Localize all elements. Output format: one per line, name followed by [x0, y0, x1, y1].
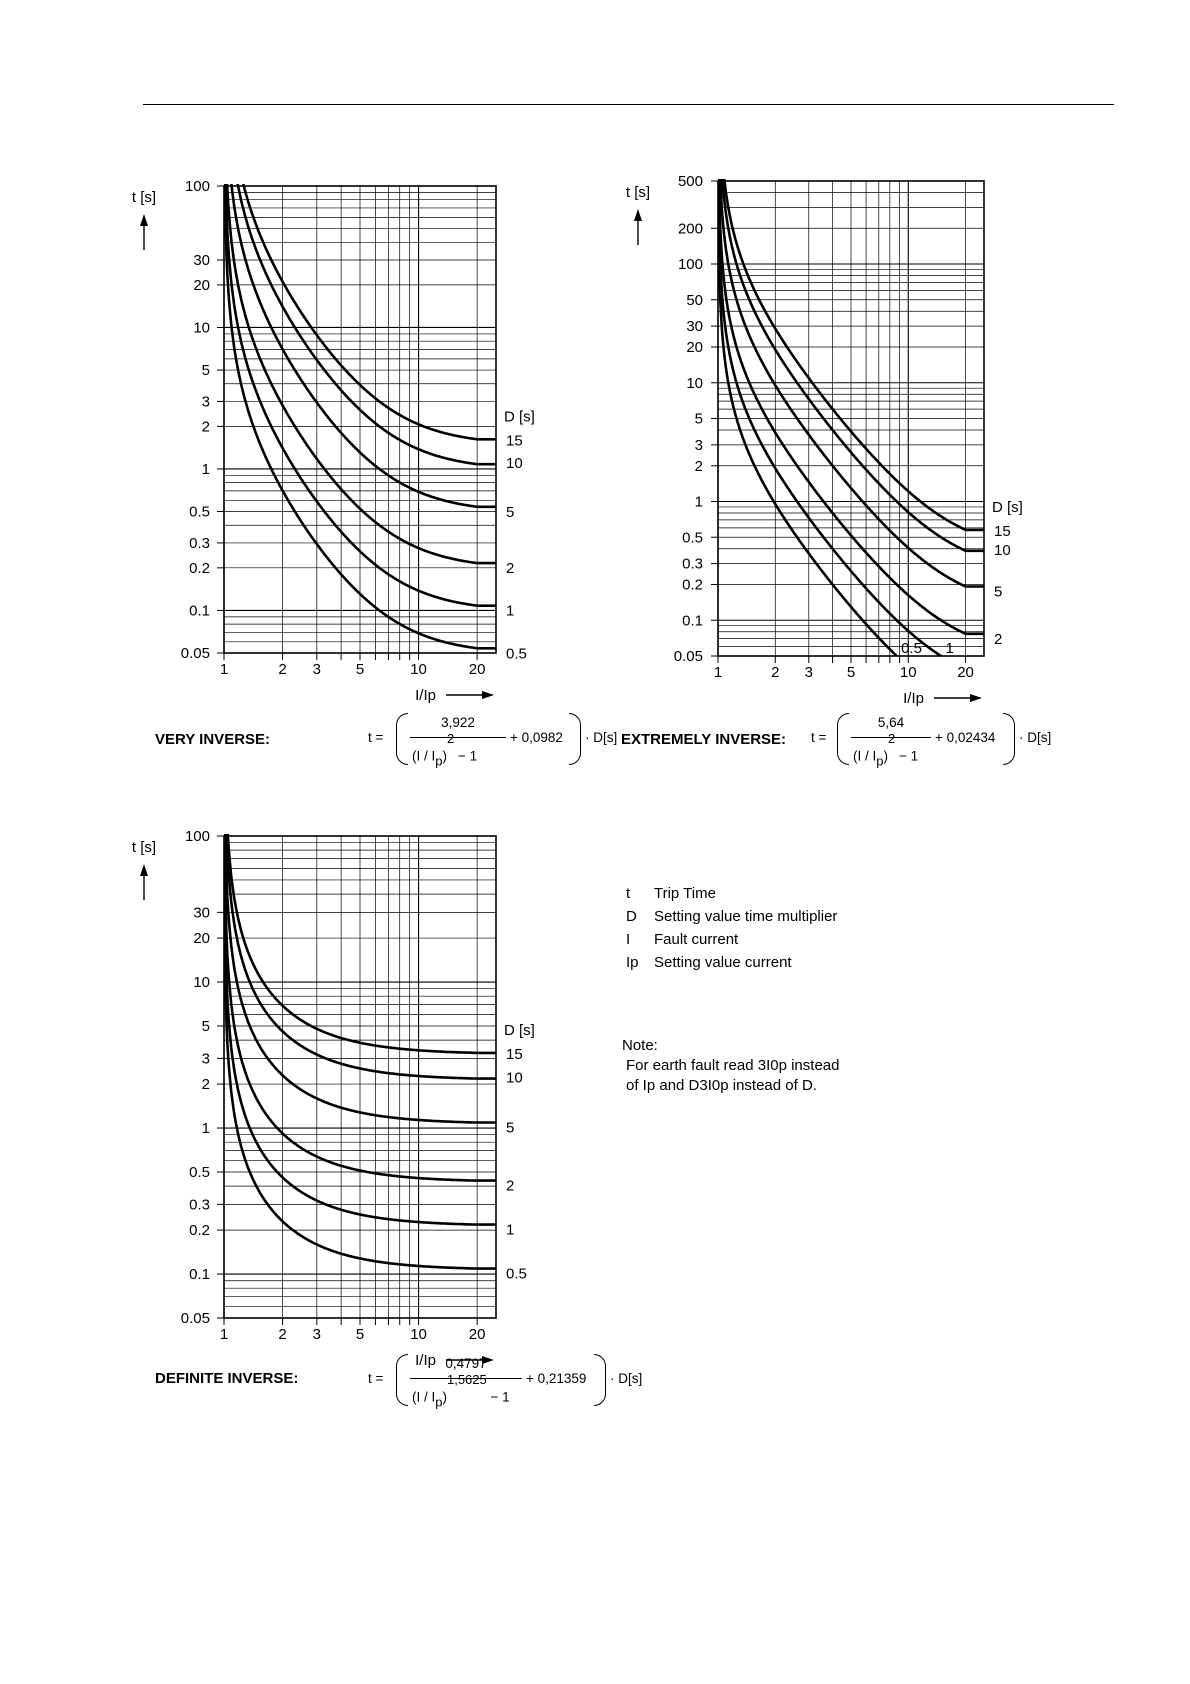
series-label: 15: [994, 522, 1011, 540]
x-tick-label: 2: [278, 661, 287, 678]
y-tick-label: 0.3: [189, 1196, 210, 1214]
series-label: 15: [506, 1045, 523, 1063]
y-tick-label: 0.1: [189, 1266, 210, 1284]
legend-description: Trip Time: [654, 885, 716, 902]
curve-D10: [225, 797, 496, 1079]
legend-symbol: D: [626, 908, 637, 925]
x-tick-label: 10: [410, 1326, 427, 1343]
den-sub: p: [876, 753, 884, 769]
series-label: 1: [945, 640, 954, 657]
paren-left: [837, 713, 849, 765]
series-label: 15: [506, 432, 523, 450]
den-sub: p: [435, 753, 443, 769]
x-tick-label: 1: [713, 664, 723, 681]
y-tick-label: 20: [193, 930, 210, 948]
y-axis-arrow-head: [140, 864, 148, 876]
series-label: 2: [506, 1177, 515, 1195]
series-label: 1: [506, 602, 515, 620]
y-tick-label: 3: [201, 393, 210, 411]
formula-lhs: t =: [368, 1371, 384, 1386]
den-exponent: 2: [887, 731, 896, 746]
den-close: ): [883, 748, 888, 764]
formula-constant: + 0,02434: [935, 730, 996, 745]
y-tick-label: 0.2: [189, 1222, 210, 1240]
legend-symbol: Ip: [626, 954, 639, 971]
formula-numerator: 3,922: [441, 715, 475, 730]
x-tick-label: 10: [410, 661, 427, 678]
y-tick-label: 3: [201, 1050, 210, 1068]
note-line: of Ip and D3I0p instead of D.: [626, 1077, 817, 1094]
series-label: 5: [506, 503, 515, 521]
paren-right: [569, 713, 581, 765]
formula-numerator: 5,64: [877, 715, 905, 730]
y-axis-label: t [s]: [625, 184, 651, 201]
y-tick-label: 10: [193, 319, 210, 337]
series-label: 5: [506, 1119, 515, 1137]
x-tick-label: 2: [771, 664, 780, 681]
formula-lhs: t =: [368, 730, 384, 745]
note-block: [622, 1036, 839, 1096]
den-exponent: 1,5625: [446, 1372, 487, 1387]
y-tick-label: 1: [201, 460, 210, 478]
x-tick-label: 20: [468, 661, 486, 678]
series-label: 10: [506, 1069, 523, 1087]
y-tick-label: 2: [201, 1076, 210, 1094]
formula-constant: + 0,0982: [510, 730, 563, 745]
y-tick-label: 0.5: [682, 529, 703, 547]
y-tick-label: 30: [193, 251, 210, 269]
y-tick-label: 2: [694, 457, 703, 475]
formula-denominator: [853, 731, 919, 769]
y-tick-label: 20: [193, 276, 210, 294]
legend-symbol: t: [626, 885, 631, 902]
legend-title: D [s]: [504, 408, 535, 426]
fraction-bar: [410, 737, 506, 738]
formula-tail: · D[s]: [1019, 730, 1052, 745]
x-tick-label: 2: [278, 1326, 287, 1343]
x-axis-label: I/Ip: [415, 1352, 436, 1369]
y-tick-label: 200: [677, 220, 703, 238]
legend-description: Setting value current: [654, 954, 792, 971]
y-tick-label: 5: [694, 410, 703, 428]
legend-title: D [s]: [504, 1021, 535, 1039]
den-base: (I / I: [412, 1389, 436, 1405]
formula-lhs: t =: [811, 730, 827, 745]
series-label: 10: [994, 541, 1011, 559]
x-tick-label: 5: [846, 664, 856, 681]
x-tick-label: 20: [468, 1326, 486, 1343]
x-tick-label: 5: [355, 1326, 365, 1343]
series-label: 0.5: [506, 645, 527, 663]
legend-symbol: I: [626, 931, 631, 948]
y-tick-label: 100: [184, 828, 210, 845]
formula-numerator: 0,4797: [445, 1356, 487, 1371]
x-tick-label: 5: [355, 661, 365, 678]
y-tick-label: 50: [686, 291, 703, 309]
x-tick-label: 1: [219, 661, 229, 678]
y-tick-label: 0.2: [682, 576, 703, 594]
formula-tail: · D[s]: [585, 730, 618, 745]
caption-very-inverse: VERY INVERSE:: [155, 731, 271, 748]
den-sub: p: [435, 1394, 443, 1410]
den-close: ): [442, 748, 447, 764]
y-tick-label: 0.1: [682, 612, 703, 630]
formula-definite-inverse: [368, 1350, 643, 1410]
y-tick-label: 500: [677, 173, 703, 190]
y-tick-label: 5: [201, 1017, 210, 1035]
y-tick-label: 0.2: [189, 559, 210, 577]
den-base: (I / I: [853, 748, 877, 764]
den-minus: − 1: [490, 1389, 510, 1405]
y-axis-label: t [s]: [131, 839, 157, 856]
formula-very-inverse: [368, 709, 618, 769]
y-tick-label: 30: [193, 904, 210, 922]
x-axis-label: I/Ip: [903, 690, 924, 707]
formula-extremely-inverse: [811, 709, 1052, 769]
caption-extremely-inverse: EXTREMELY INVERSE:: [621, 731, 787, 748]
series-label: 2: [506, 560, 515, 578]
paren-right: [594, 1354, 606, 1406]
y-tick-label: 0.1: [189, 602, 210, 620]
x-axis-label: I/Ip: [415, 687, 436, 704]
y-tick-label: 1: [201, 1120, 210, 1138]
den-base: (I / I: [412, 748, 436, 764]
note-line: For earth fault read 3I0p instead: [626, 1057, 840, 1074]
den-minus: − 1: [898, 748, 919, 764]
den-close: ): [442, 1389, 447, 1405]
paren-left: [396, 1354, 408, 1406]
series-label: 1: [506, 1221, 515, 1239]
legend-title: D [s]: [992, 498, 1023, 516]
formula-denominator: [412, 731, 478, 769]
x-tick-label: 10: [899, 664, 917, 681]
paren-left: [396, 713, 408, 765]
paren-right: [1003, 713, 1015, 765]
y-tick-label: 10: [686, 374, 703, 392]
y-tick-label: 0.05: [673, 648, 703, 665]
y-tick-label: 0.05: [180, 645, 210, 662]
y-tick-label: 0.5: [189, 1163, 210, 1181]
series-label: 0.5: [901, 640, 922, 657]
x-tick-label: 3: [312, 1326, 322, 1343]
y-axis-label: t [s]: [131, 189, 157, 206]
series-label: 2: [994, 630, 1003, 648]
x-tick-label: 3: [804, 664, 813, 681]
y-tick-label: 0.3: [682, 555, 703, 573]
series-label: 0.5: [506, 1265, 527, 1283]
y-tick-label: 3: [694, 436, 703, 454]
x-tick-label: 3: [312, 661, 322, 678]
den-minus: − 1: [457, 748, 478, 764]
y-tick-label: 2: [201, 418, 210, 436]
legend-description: Fault current: [654, 931, 739, 948]
y-tick-label: 100: [184, 178, 210, 195]
y-tick-label: 5: [201, 362, 210, 380]
formula-denominator: [412, 1372, 510, 1410]
y-tick-label: 0.05: [180, 1310, 210, 1327]
formula-constant: + 0,21359: [526, 1371, 587, 1386]
y-tick-label: 0.3: [189, 534, 210, 552]
legend-description: Setting value time multiplier: [654, 908, 838, 925]
series-label: 5: [994, 583, 1003, 601]
x-tick-label: 1: [219, 1326, 229, 1343]
caption-definite-inverse: DEFINITE INVERSE:: [155, 1370, 299, 1387]
series-label: 10: [506, 455, 523, 473]
y-tick-label: 0.5: [189, 503, 210, 521]
y-tick-label: 30: [686, 318, 703, 336]
formula-tail: · D[s]: [610, 1371, 643, 1386]
y-tick-label: 10: [193, 974, 210, 992]
y-tick-label: 20: [686, 339, 703, 357]
den-exponent: 2: [446, 731, 455, 746]
x-tick-label: 20: [957, 664, 974, 681]
y-tick-label: 1: [694, 493, 703, 511]
note-heading: Note:: [622, 1037, 658, 1054]
y-tick-label: 100: [677, 256, 703, 274]
